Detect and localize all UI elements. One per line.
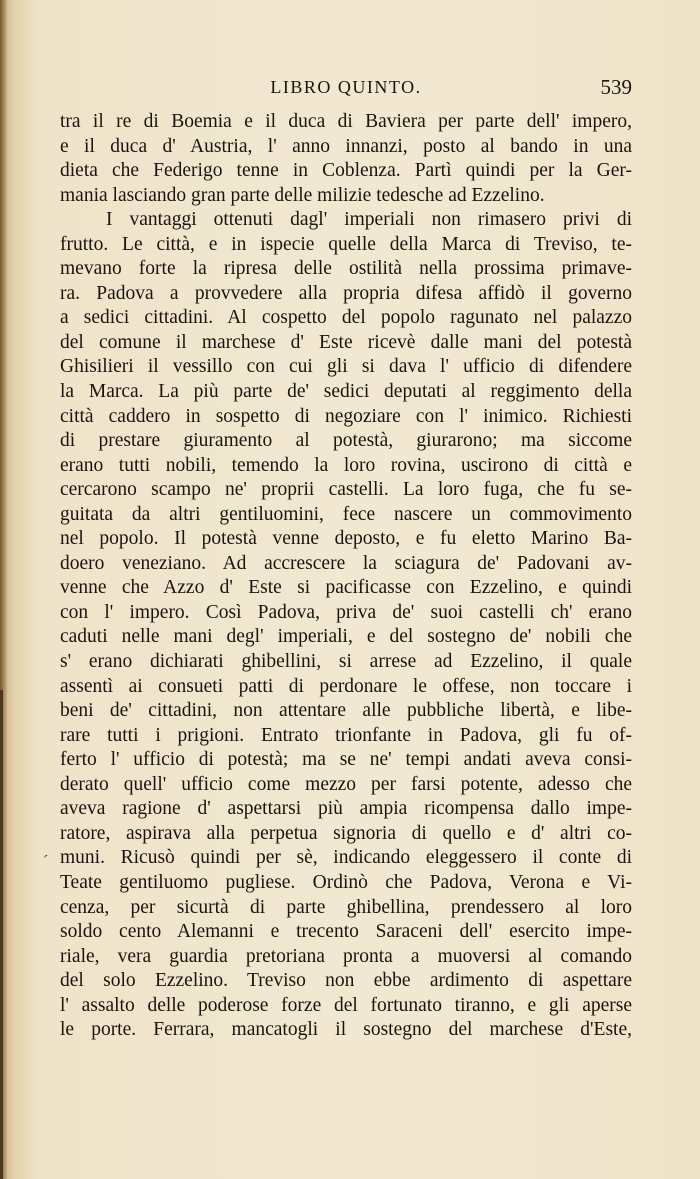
body-text xyxy=(60,110,632,1043)
margin-mark: ´ xyxy=(43,853,49,870)
paragraph-start-line: I vantaggi ottenuti dagl' imperiali non rimasero privi di xyxy=(106,209,632,231)
text-line: dieta che Federigo tenne in Coblenza. Partì quindi per la Ger- xyxy=(60,160,632,182)
text-line: riale, vera guardia pretoriana pronta a muoversi al comando xyxy=(60,945,632,967)
running-head: LIBRO QUINTO. xyxy=(270,77,422,97)
text-line: derato quell' ufficio come mezzo per farsi potente, adesso che xyxy=(60,773,632,795)
text-line: cercarono scampo ne' proprii castelli. La loro fuga, che fu se- xyxy=(60,479,632,501)
text-line: Teate gentiluomo pugliese. Ordinò che Padova, Verona e Vi- xyxy=(60,871,632,893)
text-line: ra. Padova a provvedere alla propria difesa affidò il governo xyxy=(60,282,632,304)
text-line: a sedici cittadini. Al cospetto del popolo ragunato nel palazzo xyxy=(60,307,632,329)
text-line: doero veneziano. Ad accrescere la sciagura de' Padovani av- xyxy=(60,552,632,574)
text-line: nel popolo. Il potestà venne deposto, e fu eletto Marino Ba- xyxy=(60,528,632,550)
text-line: aveva ragione d' aspettarsi più ampia ricompensa dallo impe- xyxy=(60,798,632,820)
text-line: e il duca d' Austria, l' anno innanzi, posto al bando in una xyxy=(60,135,632,157)
text-line: del solo Ezzelino. Treviso non ebbe ardimento di aspettare xyxy=(60,970,632,992)
text-line: le porte. Ferrara, mancatogli il sostegno del marchese d'Este, xyxy=(60,1019,632,1041)
text-line: città caddero in sospetto di negoziare con l' inimico. Richiesti xyxy=(60,405,632,427)
text-line: erano tutti nobili, temendo la loro rovina, uscirono di città e xyxy=(60,454,632,476)
text-line: muni. Ricusò quindi per sè, indicando eleggessero il conte di xyxy=(60,847,632,869)
text-line: frutto. Le città, e in ispecie quelle della Marca di Treviso, te- xyxy=(60,233,632,255)
text-line: ratore, aspirava alla perpetua signoria di quello e d' altri co- xyxy=(60,822,632,844)
text-line: del comune il marchese d' Este ricevè dalle mani del potestà xyxy=(60,331,632,353)
text-line: guitata da altri gentiluomini, fece nascere un commovimento xyxy=(60,503,632,525)
page-number: 539 xyxy=(600,75,632,99)
text-line: Ghisilieri il vessillo con cui gli si dava l' ufficio di difendere xyxy=(60,356,632,378)
text-line: cenza, per sicurtà di parte ghibellina, prendessero al loro xyxy=(60,896,632,918)
page-header xyxy=(60,75,632,105)
text-line: rare tutti i prigioni. Entrato trionfante in Padova, gli fu of- xyxy=(60,724,632,746)
text-line: con l' impero. Così Padova, priva de' suoi castelli ch' erano xyxy=(60,601,632,623)
text-line: la Marca. La più parte de' sedici deputati al reggimento della xyxy=(60,381,632,403)
text-line: mevano forte la ripresa delle ostilità nella prossima primave- xyxy=(60,258,632,280)
text-line: caduti nelle mani degl' imperiali, e del sostegno de' nobili che xyxy=(60,626,632,648)
text-line: beni de' cittadini, non attentare alle pubbliche libertà, e libe- xyxy=(60,700,632,722)
text-line: assentì ai consueti patti di perdonare le offese, non toccare i xyxy=(60,675,632,697)
text-line: venne che Azzo d' Este si pacificasse con Ezzelino, e quindi xyxy=(60,577,632,599)
text-line: ferto l' ufficio di potestà; ma se ne' tempi andati aveva consi- xyxy=(60,749,632,771)
text-line: mania lasciando gran parte delle milizie tedesche ad Ezzelino. xyxy=(60,184,545,206)
text-line: di prestare giuramento al potestà, giurarono; ma siccome xyxy=(60,430,632,452)
text-line: s' erano dichiarati ghibellini, si arrese ad Ezzelino, il quale xyxy=(60,651,632,673)
text-line: soldo cento Alemanni e trecento Saraceni dell' esercito impe- xyxy=(60,921,632,943)
binding-shadow xyxy=(0,690,3,1179)
text-line: l' assalto delle poderose forze del fortunato tiranno, e gli aperse xyxy=(60,994,632,1016)
text-line: tra il re di Boemia e il duca di Baviera per parte dell' impero, xyxy=(60,111,632,132)
